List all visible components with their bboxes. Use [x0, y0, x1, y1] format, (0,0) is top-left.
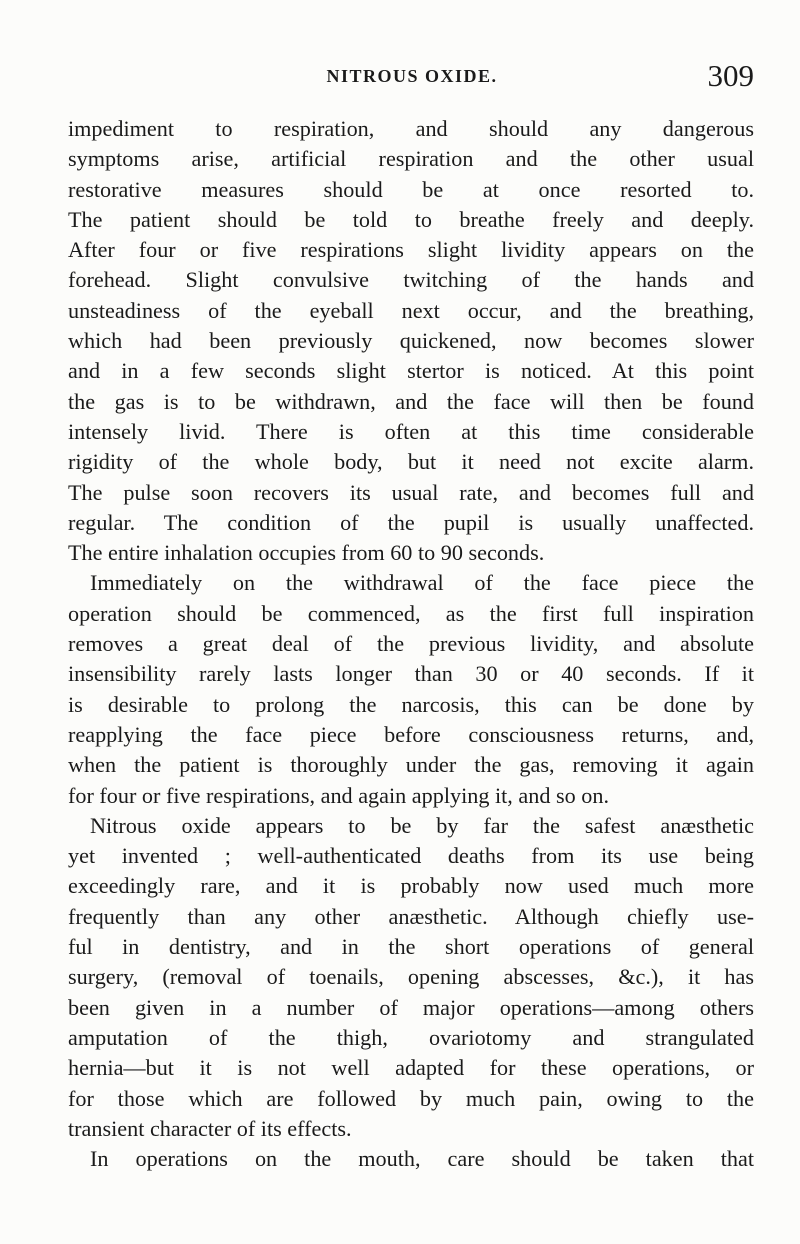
text-line: forehead. Slight convulsive twitching of the hands and: [68, 267, 754, 293]
text-line: After four or five respirations slight lividity appears on the: [68, 237, 754, 263]
text-line: rigidity of the whole body, but it need not excite alarm.: [68, 449, 754, 475]
text-line: yet invented ; well-authenticated deaths from its use being: [68, 843, 754, 869]
text-line: ful in dentistry, and in the short operations of general: [68, 934, 754, 960]
text-line: removes a great deal of the previous lividity, and absolute: [68, 631, 754, 657]
text-line: surgery, (removal of toenails, opening abscesses, &c.), it has: [68, 964, 754, 990]
text-line: restorative measures should be at once resorted to.: [68, 176, 754, 202]
text-line: amputation of the thigh, ovariotomy and strangulated: [68, 1024, 754, 1050]
text-line: been given in a number of major operations—among others: [68, 994, 754, 1020]
text-line: The entire inhalation occupies from 60 to 90 seconds.: [68, 540, 545, 566]
text-line: intensely livid. There is often at this time considerable: [68, 418, 754, 444]
text-line: hernia—but it is not well adapted for these operations, or: [68, 1055, 754, 1081]
text-line: The pulse soon recovers its usual rate, and becomes full and: [68, 479, 754, 505]
text-line: transient character of its effects.: [68, 1115, 352, 1141]
text-line: the gas is to be withdrawn, and the face will then be found: [68, 388, 754, 414]
text-line: which had been previously quickened, now becomes slower: [68, 328, 754, 354]
text-line: when the patient is thoroughly under the gas, removing it again: [68, 752, 754, 778]
text-line: frequently than any other anæsthetic. Although chiefly use-: [68, 903, 754, 929]
text-line: exceedingly rare, and it is probably now used much more: [68, 873, 754, 899]
text-line: In operations on the mouth, care should be taken that: [90, 1146, 754, 1172]
text-line: is desirable to prolong the narcosis, this can be done by: [68, 691, 754, 717]
body-text: [68, 114, 754, 1174]
text-line: insensibility rarely lasts longer than 30 or 40 seconds. If it: [68, 661, 754, 687]
text-line: The patient should be told to breathe freely and deeply.: [68, 206, 754, 232]
text-line: unsteadiness of the eyeball next occur, and the breathing,: [68, 297, 754, 323]
text-line: for four or five respirations, and again applying it, and so on.: [68, 782, 609, 808]
text-line: regular. The condition of the pupil is usually unaffected.: [68, 509, 754, 535]
text-line: reapplying the face piece before consciousness returns, and,: [68, 721, 754, 747]
page-number: 309: [707, 58, 754, 93]
text-line: Immediately on the withdrawal of the face piece the: [90, 570, 754, 596]
text-line: operation should be commenced, as the first full inspiration: [68, 600, 754, 626]
text-line: and in a few seconds slight stertor is noticed. At this point: [68, 358, 754, 384]
running-title: NITROUS OXIDE.: [326, 66, 498, 86]
text-line: for those which are followed by much pain, owing to the: [68, 1085, 754, 1111]
running-head: [70, 58, 754, 98]
text-line: impediment to respiration, and should any dangerous: [68, 116, 754, 141]
text-line: Nitrous oxide appears to be by far the safest anæsthetic: [90, 812, 754, 838]
text-line: symptoms arise, artificial respiration and the other usual: [68, 146, 754, 172]
